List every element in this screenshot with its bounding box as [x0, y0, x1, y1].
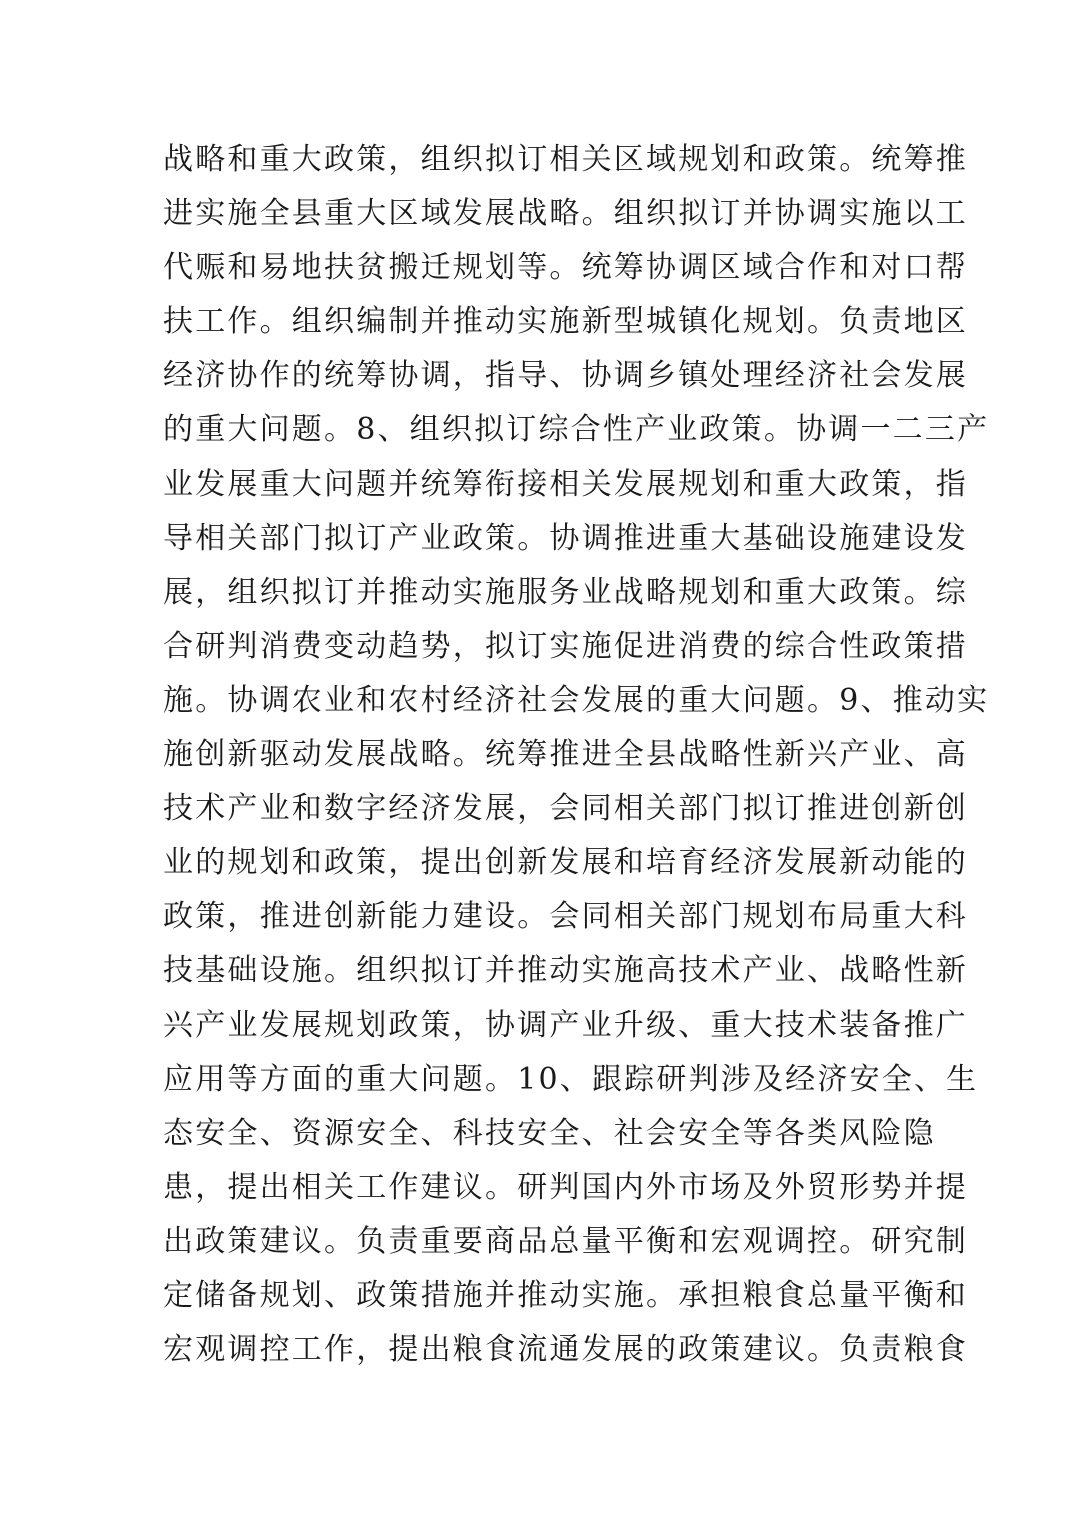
- text-line: 患，提出相关工作建议。研判国内外市场及外贸形势并提: [163, 1169, 968, 1205]
- text-line: 技基础设施。组织拟订并推动实施高技术产业、战略性新: [163, 953, 968, 989]
- text-line: 出政策建议。负责重要商品总量平衡和宏观调控。研究制: [163, 1223, 968, 1259]
- text-line: 战略和重大政策，组织拟订相关区域规划和政策。统筹推: [163, 142, 968, 177]
- text-line: 经济协作的统筹协调，指导、协调乡镇处理经济社会发展: [163, 358, 968, 394]
- text-line: 兴产业发展规划政策，协调产业升级、重大技术装备推广: [163, 1007, 968, 1043]
- text-line: 的重大问题。8、组织拟订综合性产业政策。协调一二三产: [163, 412, 990, 448]
- text-line: 定储备规划、政策措施并推动实施。承担粮食总量平衡和: [163, 1277, 968, 1313]
- text-line: 合研判消费变动趋势，拟订实施促进消费的综合性政策措: [163, 628, 968, 664]
- text-line: 政策，推进创新能力建设。会同相关部门规划布局重大科: [163, 899, 968, 935]
- text-line: 展，组织拟订并推动实施服务业战略规划和重大政策。综: [163, 574, 968, 610]
- text-line: 施。协调农业和农村经济社会发展的重大问题。9、推动实: [163, 682, 990, 718]
- text-line: 态安全、资源安全、科技安全、社会安全等各类风险隐: [163, 1115, 936, 1151]
- text-line: 施创新驱动发展战略。统筹推进全县战略性新兴产业、高: [163, 737, 968, 773]
- text-line: 导相关部门拟订产业政策。协调推进重大基础设施建设发: [163, 520, 968, 556]
- body-text: [163, 133, 990, 1377]
- text-line: 业发展重大问题并统筹衔接相关发展规划和重大政策，指: [163, 466, 968, 502]
- text-line: 业的规划和政策，提出创新发展和培育经济发展新动能的: [163, 845, 968, 881]
- text-line: 技术产业和数字经济发展，会同相关部门拟订推进创新创: [163, 791, 968, 827]
- text-line: 扶工作。组织编制并推动实施新型城镇化规划。负责地区: [163, 304, 968, 340]
- text-line: 代赈和易地扶贫搬迁规划等。统筹协调区域合作和对口帮: [163, 250, 968, 286]
- text-line: 进实施全县重大区域发展战略。组织拟订并协调实施以工: [163, 196, 968, 232]
- text-line: 应用等方面的重大问题。10、跟踪研判涉及经济安全、生: [163, 1061, 979, 1097]
- text-line: 宏观调控工作，提出粮食流通发展的政策建议。负责粮食: [163, 1332, 968, 1368]
